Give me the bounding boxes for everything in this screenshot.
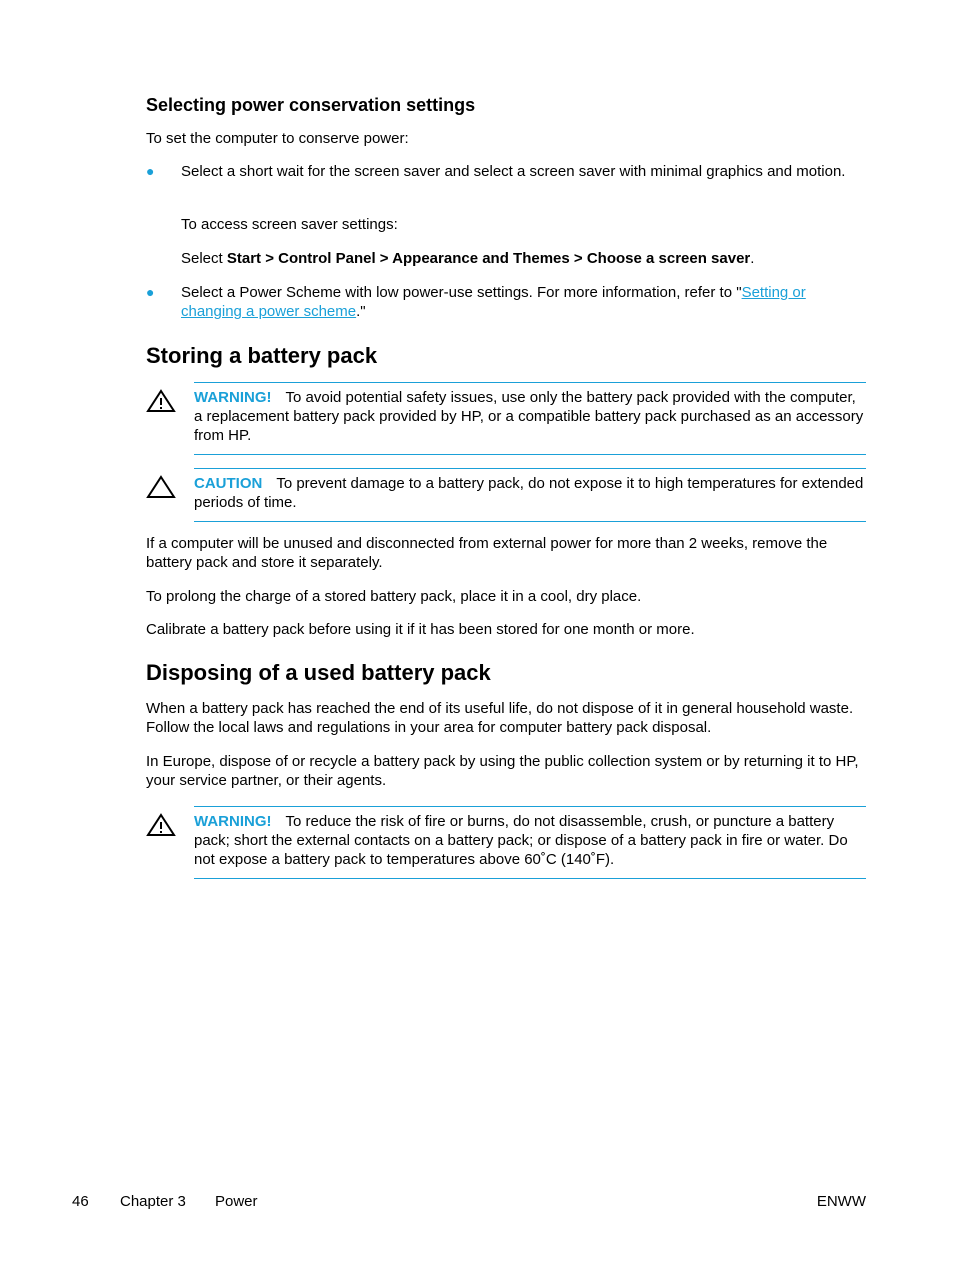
access-instructions: To access screen saver settings: <box>181 216 398 233</box>
warning-note-storage <box>194 382 866 455</box>
caution-note-storage <box>194 468 866 522</box>
menu-path: Start > Control Panel > Appearance and Themes > Choose a screen saver <box>226 250 751 267</box>
menu-path-instruction <box>181 249 871 268</box>
paragraph-prolong-charge: To prolong the charge of a stored battery pack, place it in a cool, dry place. <box>146 588 642 605</box>
page-number: 46 <box>72 1193 89 1210</box>
bullet-dot-icon: ● <box>146 284 155 300</box>
footer-code: ENWW <box>816 1193 866 1210</box>
section-heading-power-conservation: Selecting power conservation settings <box>146 95 476 115</box>
bullet-dot-icon: ● <box>146 163 155 179</box>
bullet-item-screen-saver: Select a short wait for the screen saver and select a screen saver with minimal graphics and motion. <box>181 163 846 180</box>
warning-text: To avoid potential safety issues, use only the battery pack provided with the computer, a replacement battery pack provided by HP, or a compatible battery pack purchased as an accessory from HP. <box>194 389 864 444</box>
paragraph-europe: In Europe, dispose of or recycle a battery pack by using the public collection system or by returning it to HP, your service partner, or their agents. <box>146 753 859 789</box>
section-heading-storing: Storing a battery pack <box>146 343 378 368</box>
warning-triangle-icon <box>146 813 176 837</box>
warning-triangle-icon <box>146 389 176 413</box>
caution-triangle-icon <box>146 475 176 499</box>
intro-paragraph: To set the computer to conserve power: <box>146 130 409 147</box>
section-heading-disposing: Disposing of a used battery pack <box>146 660 491 685</box>
paragraph-unused-computer: If a computer will be unused and disconnected from external power for more than 2 weeks, remove the battery pack and store it separately. <box>146 535 828 571</box>
warning-label: WARNING! <box>194 813 272 830</box>
warning-label: WARNING! <box>194 389 272 406</box>
warning-text: To reduce the risk of fire or burns, do not disassemble, crush, or puncture a battery pack; short the external contacts on a battery pack; or dispose of a battery pack in fire or water. Do not expose a battery pack to temperatures above 60˚C (140˚F). <box>194 813 848 868</box>
warning-note-disposal <box>194 806 866 879</box>
bullet-item-power-scheme <box>181 283 857 321</box>
bullet2-end: ." <box>356 303 366 320</box>
caution-label: CAUTION <box>194 475 263 492</box>
footer-chapter: Chapter 3 <box>120 1193 186 1210</box>
power-scheme-link[interactable]: Setting or changing a power scheme <box>181 284 806 320</box>
select-suffix: . <box>750 250 755 267</box>
footer-chapter-title: Power <box>215 1193 258 1210</box>
caution-text: To prevent damage to a battery pack, do not expose it to high temperatures for extended periods of time. <box>194 475 864 511</box>
paragraph-end-of-life: When a battery pack has reached the end of its useful life, do not dispose of it in general household waste. Follow the local laws and regulations in your area for computer battery pack disposal. <box>146 700 854 736</box>
paragraph-calibrate: Calibrate a battery pack before using it if it has been stored for one month or more. <box>146 621 695 638</box>
select-prefix: Select <box>181 250 227 267</box>
bullet2-text: Select a Power Scheme with low power-use settings. For more information, refer to " <box>181 284 742 301</box>
